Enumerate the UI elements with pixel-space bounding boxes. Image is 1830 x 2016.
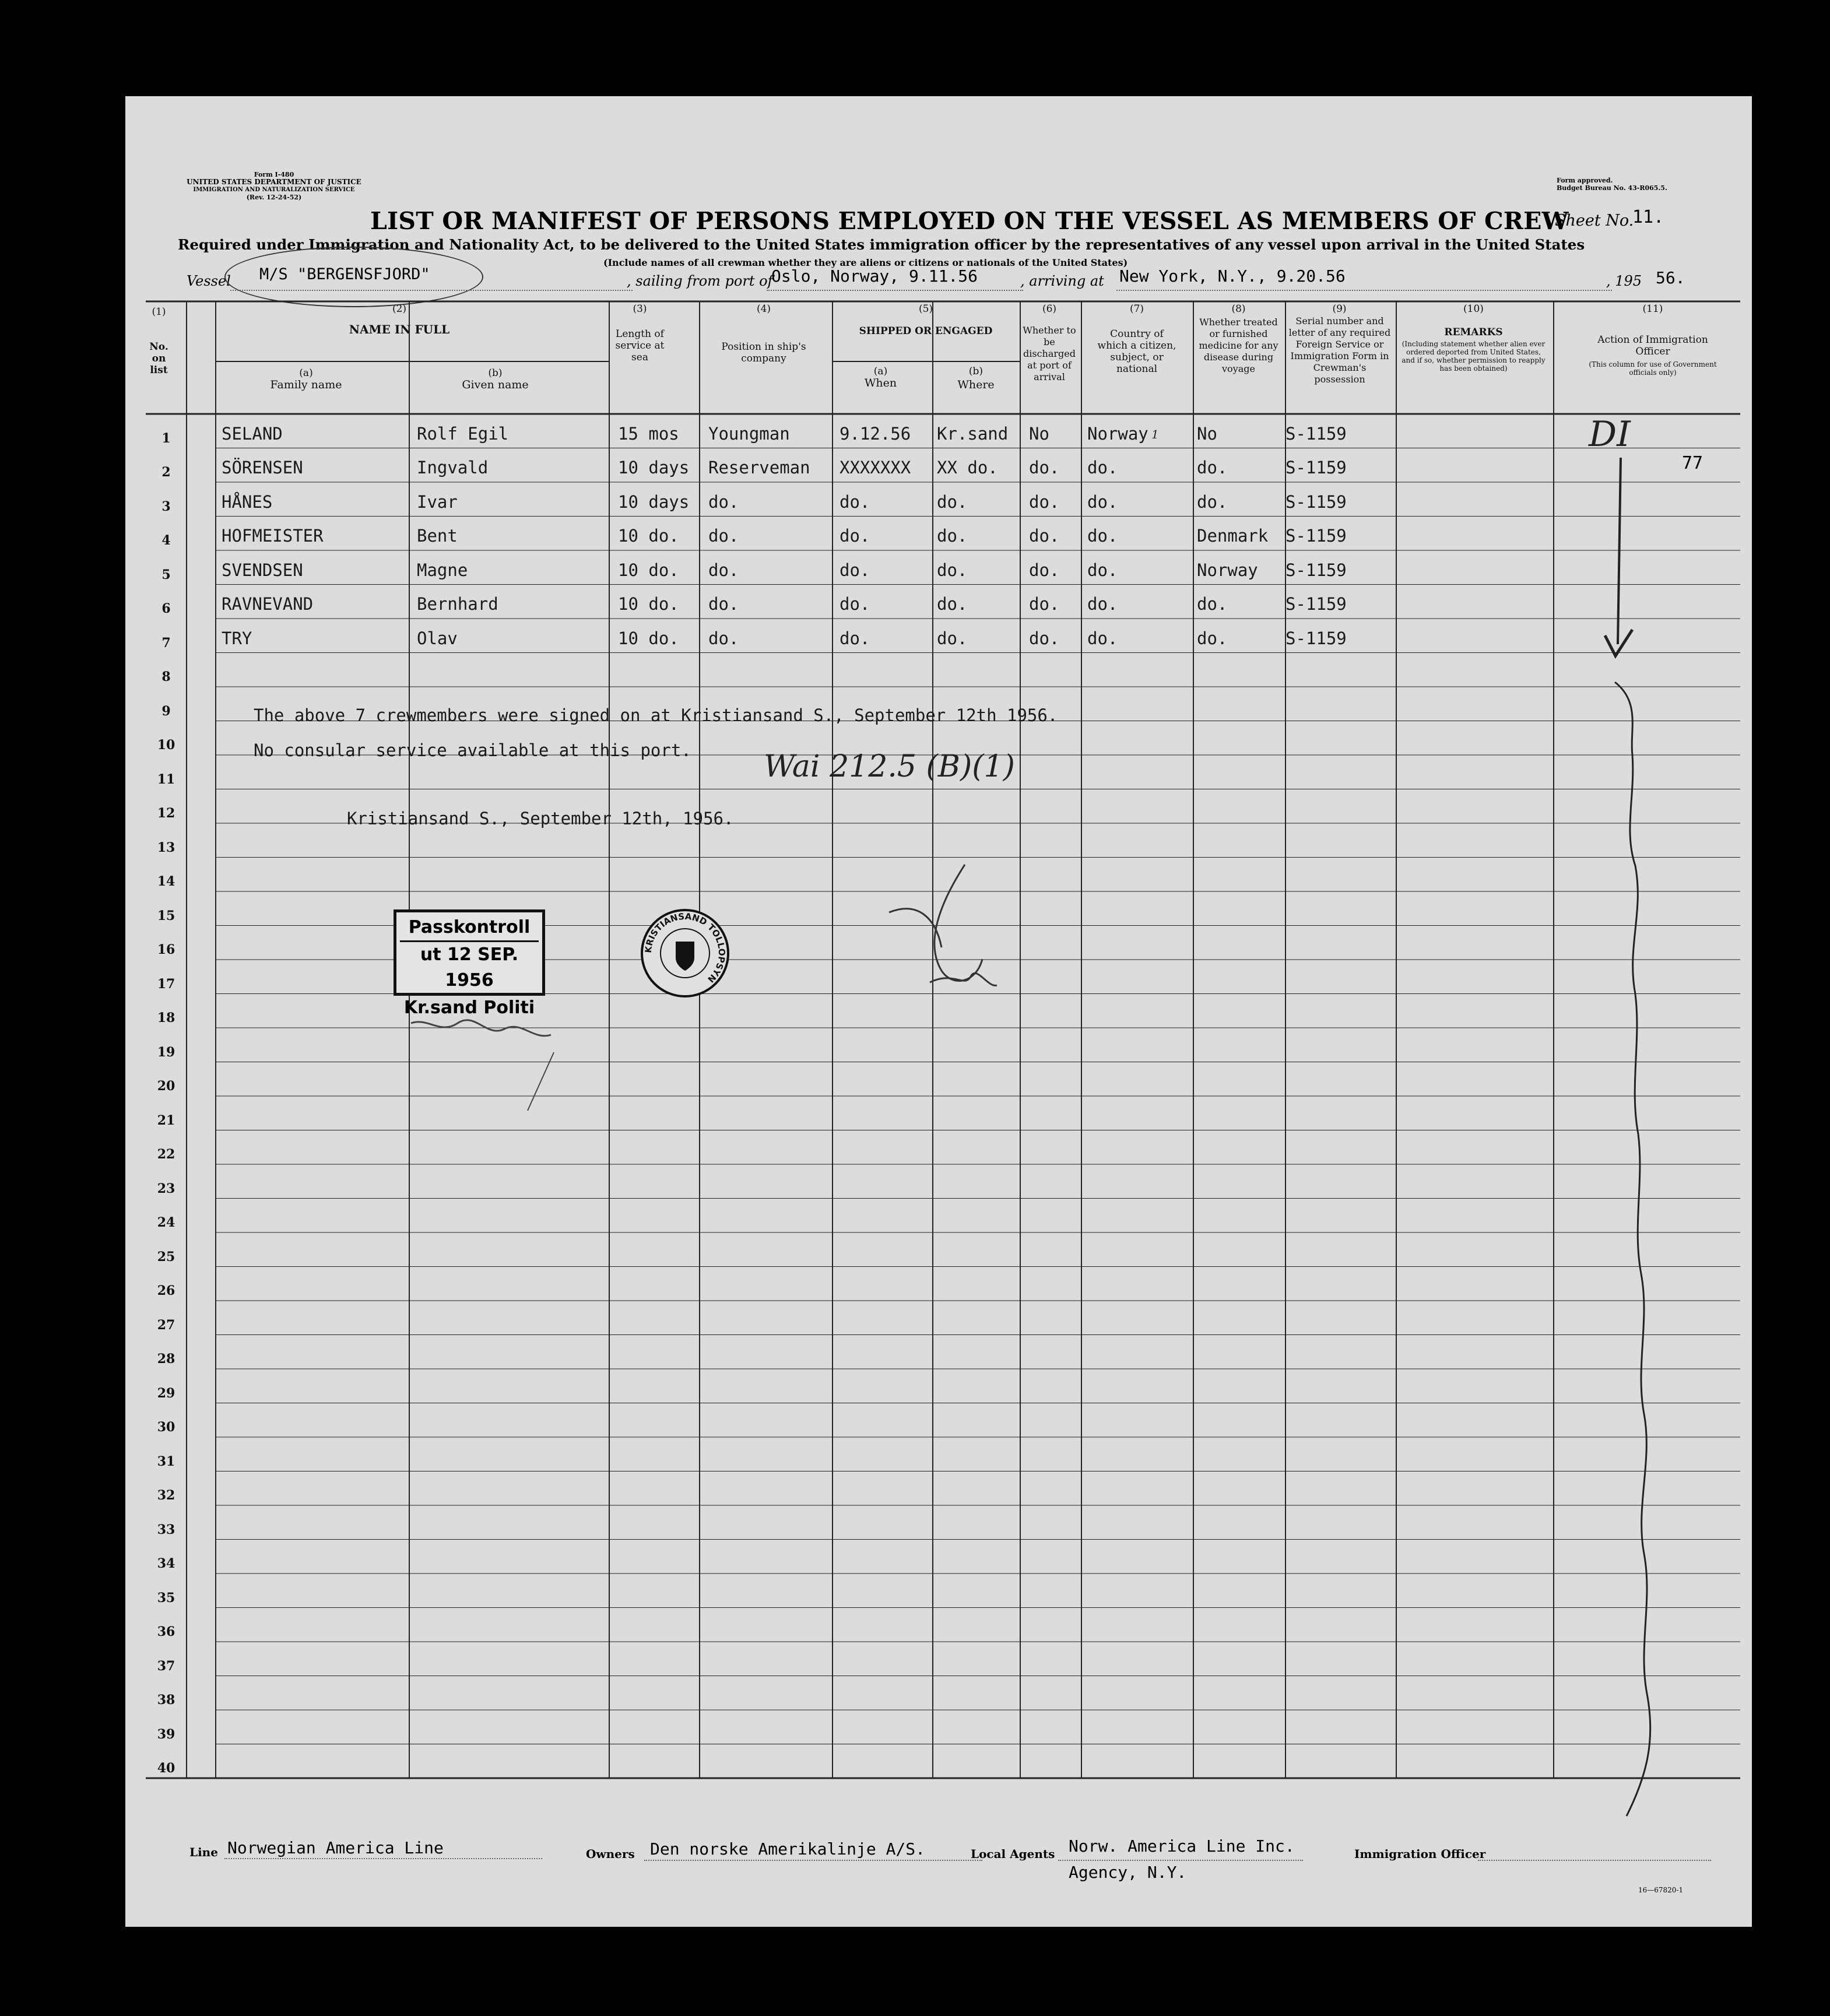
- row-number: 6: [161, 601, 171, 616]
- crew-cell-when: do.: [840, 526, 870, 546]
- row-number: 1: [161, 430, 171, 446]
- seal-graphic: [638, 907, 732, 1000]
- di-annotation: DI: [1589, 414, 1631, 455]
- arriving-underline: [1116, 290, 1612, 291]
- row-number: 17: [157, 976, 175, 992]
- row-number: 26: [157, 1283, 175, 1298]
- footer-officer-underline: [1478, 1860, 1711, 1861]
- form-id-line: IMMIGRATION AND NATURALIZATION SERVICE: [193, 187, 355, 193]
- row-number: 18: [157, 1010, 175, 1025]
- crew-cell-family: SÖRENSEN: [222, 458, 303, 477]
- crew-cell-medicine: Norway: [1197, 560, 1258, 580]
- col4-number: (4): [756, 303, 771, 315]
- col10-sub: (Including statement whether alien ever ordered deported from United States, and if so, whether permission to reapply has been obtained): [1402, 340, 1546, 373]
- form-id-line: UNITED STATES DEPARTMENT OF JUSTICE: [187, 178, 361, 186]
- crew-cell-position: Reserveman: [708, 458, 810, 477]
- form-id-line: (Rev. 12-24-52): [246, 194, 302, 201]
- row-number: 29: [157, 1385, 175, 1401]
- row-number: 24: [157, 1215, 175, 1230]
- crew-cell-serial: S-1159: [1285, 526, 1347, 546]
- crew-cell-serial: S-1159: [1285, 628, 1347, 648]
- stamp-line: Kr.sand Politi: [403, 998, 535, 1018]
- col2-label: NAME IN FULL: [349, 322, 450, 336]
- vessel-underline: [230, 290, 633, 291]
- arriving-at: New York, N.Y., 9.20.56: [1119, 266, 1346, 286]
- crew-cell-position: do.: [708, 594, 739, 614]
- crew-cell-family: SVENDSEN: [222, 560, 303, 580]
- row-number: 31: [157, 1453, 175, 1469]
- crew-cell-discharge: do.: [1029, 594, 1060, 614]
- stamp-line: ut 12 SEP. 1956: [400, 942, 539, 995]
- crew-cell-given: Bernhard: [417, 594, 498, 614]
- crew-cell-where: do.: [937, 594, 968, 614]
- page-title: LIST OR MANIFEST OF PERSONS EMPLOYED ON THE VESSEL AS MEMBERS OF CREW: [370, 207, 1569, 235]
- waiver-annotation: Wai 212.5 (B)(1): [764, 749, 1015, 784]
- footer-line-label: Line: [189, 1845, 218, 1859]
- crew-cell-serial: S-1159: [1285, 491, 1347, 512]
- crew-cell-country: Norway: [1087, 423, 1148, 444]
- footer-line-value: Norwegian America Line: [227, 1838, 444, 1857]
- sailing-from: Oslo, Norway, 9.11.56: [771, 266, 978, 286]
- row-number: 37: [157, 1658, 175, 1674]
- row-number: 32: [157, 1488, 175, 1503]
- row-number: 19: [157, 1044, 175, 1060]
- crew-cell-country: do.: [1087, 628, 1118, 648]
- crew-cell-medicine: do.: [1197, 628, 1228, 648]
- footer-owners-underline: [644, 1860, 982, 1861]
- row-number: 3: [161, 498, 171, 514]
- row-number: 10: [157, 737, 175, 753]
- col9-number: (9): [1332, 303, 1347, 315]
- crew-cell-medicine: Denmark: [1197, 526, 1269, 546]
- row-number: 14: [157, 874, 175, 889]
- row-number: 2: [161, 465, 171, 480]
- col11-label: Action of Immigration Officer: [1597, 334, 1708, 357]
- crew-cell-position: do.: [708, 526, 739, 546]
- sheet-label: Sheet No.: [1555, 212, 1634, 230]
- crew-cell-when: 9.12.56: [840, 423, 911, 444]
- form-approved-line: Budget Bureau No. 43-R065.5.: [1557, 184, 1667, 192]
- col11-sub: (This column for use of Government officials only): [1589, 360, 1717, 377]
- crew-cell-when: do.: [840, 491, 870, 512]
- col2a-label: Family name: [270, 378, 342, 391]
- crew-cell-family: RAVNEVAND: [222, 594, 314, 614]
- manifest-page: [125, 96, 1752, 1927]
- footer-agents-label: Local Agents: [971, 1847, 1055, 1861]
- superscript-annotation: 1: [1151, 427, 1159, 441]
- crew-cell-given: Ivar: [417, 491, 458, 512]
- seal-text: KRISTIANSAND TOLLOPSYN: [642, 911, 728, 985]
- crew-cell-service: 10 do.: [618, 628, 679, 648]
- row-number: 30: [157, 1420, 175, 1435]
- crew-cell-position: do.: [708, 628, 739, 648]
- footer-line-underline: [224, 1858, 542, 1859]
- row-number: 13: [157, 840, 175, 855]
- crew-cell-country: do.: [1087, 560, 1118, 580]
- crew-cell-service: 10 do.: [618, 594, 679, 614]
- arriving-label: , arriving at: [1020, 273, 1104, 289]
- crew-cell-country: do.: [1087, 458, 1118, 477]
- note-line-12: Kristiansand S., September 12th, 1956.: [347, 809, 734, 828]
- footer-agents-underline: [1058, 1860, 1303, 1861]
- row-number: 11: [157, 771, 175, 787]
- row-number: 23: [157, 1181, 175, 1196]
- num-77-annotation: 77: [1682, 453, 1703, 473]
- form-id-block: [181, 171, 367, 201]
- col1-number: (1): [152, 306, 166, 318]
- crew-cell-given: Rolf Egil: [417, 423, 509, 444]
- crew-cell-where: do.: [937, 560, 968, 580]
- row-number: 25: [157, 1249, 175, 1265]
- footer-owners-label: Owners: [586, 1847, 635, 1861]
- crew-cell-given: Olav: [417, 628, 458, 648]
- row-number: 28: [157, 1351, 175, 1367]
- crew-cell-discharge: do.: [1029, 526, 1060, 546]
- footer-agents-value: Norw. America Line Inc.: [1069, 1836, 1295, 1856]
- tollopsyn-seal: [638, 907, 732, 1000]
- crew-cell-where: do.: [937, 526, 968, 546]
- row-number: 20: [157, 1079, 175, 1094]
- row-number: 39: [157, 1726, 175, 1742]
- row-number: 27: [157, 1317, 175, 1333]
- vessel-label: Vessel: [187, 273, 231, 289]
- form-approved-block: [1557, 177, 1667, 192]
- note-line-9: The above 7 crewmembers were signed on at Kristiansand S., September 12th 1956.: [254, 705, 1058, 725]
- row-number: 38: [157, 1692, 175, 1708]
- col2-number: (2): [392, 303, 407, 315]
- crew-cell-medicine: No: [1197, 423, 1217, 444]
- crew-cell-discharge: No: [1029, 423, 1049, 444]
- page-subtitle: Required under Immigration and Nationality Act, to be delivered to the United States immigration officer by the representatives of any vessel upon arrival in the United States: [178, 236, 1585, 253]
- row-number: 8: [161, 669, 171, 684]
- col6-number: (6): [1042, 303, 1057, 315]
- col2b-number: (b): [488, 367, 503, 379]
- crew-cell-service: 10 do.: [618, 526, 679, 546]
- crew-cell-country: do.: [1087, 526, 1118, 546]
- crew-cell-medicine: do.: [1197, 458, 1228, 477]
- col10-label: REMARKS: [1444, 326, 1503, 338]
- crew-cell-family: HOFMEISTER: [222, 526, 324, 546]
- col9-label: Serial number and letter of any required Foreign Service or Immigration Form in Crewman's possession: [1288, 315, 1391, 385]
- crew-cell-discharge: do.: [1029, 458, 1060, 477]
- crew-cell-serial: S-1159: [1285, 458, 1347, 477]
- col5b-label: Where: [957, 378, 995, 391]
- col11-number: (11): [1642, 303, 1663, 315]
- row-number: 36: [157, 1624, 175, 1639]
- crew-cell-when: do.: [840, 560, 870, 580]
- row-number: 5: [161, 567, 171, 582]
- crew-cell-where: do.: [937, 491, 968, 512]
- row-number: 40: [157, 1761, 175, 1776]
- stamp-line: Passkontroll: [400, 915, 539, 942]
- footer-agents-value-2: Agency, N.Y.: [1069, 1863, 1187, 1882]
- footer-owners-value: Den norske Amerikalinje A/S.: [650, 1839, 926, 1859]
- row-number: 34: [157, 1556, 175, 1571]
- crew-cell-medicine: do.: [1197, 491, 1228, 512]
- crew-cell-family: HÅNES: [222, 491, 273, 512]
- crew-cell-when: XXXXXXX: [840, 458, 911, 477]
- year-prefix: , 195: [1606, 273, 1642, 289]
- col3-number: (3): [633, 303, 647, 315]
- col3-label: Length of service at sea: [615, 328, 665, 363]
- crew-cell-where: Kr.sand: [937, 423, 1009, 444]
- col2b-label: Given name: [462, 378, 529, 391]
- crew-cell-serial: S-1159: [1285, 560, 1347, 580]
- crew-cell-where: XX do.: [937, 458, 998, 477]
- col5-number: (5): [918, 303, 933, 315]
- vessel-name: M/S "BERGENSFJORD": [259, 265, 430, 283]
- row-number: 22: [157, 1147, 175, 1162]
- crew-cell-service: 10 do.: [618, 560, 679, 580]
- col4-label: Position in ship's company: [721, 341, 806, 364]
- form-approved-line: Form approved.: [1557, 177, 1613, 184]
- crew-cell-discharge: do.: [1029, 560, 1060, 580]
- sailing-label: , sailing from port of: [627, 273, 773, 289]
- crew-cell-discharge: do.: [1029, 491, 1060, 512]
- crew-cell-service: 10 days: [618, 458, 690, 477]
- col6-label: Whether to be discharged at port of arrival: [1023, 325, 1076, 382]
- col1-label: No. on list: [149, 341, 168, 376]
- row-number: 12: [157, 806, 175, 821]
- crew-cell-when: do.: [840, 628, 870, 648]
- crew-cell-position: do.: [708, 491, 739, 512]
- crew-cell-given: Magne: [417, 560, 468, 580]
- crew-cell-serial: S-1159: [1285, 423, 1347, 444]
- crew-cell-given: Bent: [417, 526, 458, 546]
- row-number: 4: [161, 533, 171, 548]
- col8-number: (8): [1231, 303, 1246, 315]
- col8-label: Whether treated or furnished medicine for any disease during voyage: [1199, 317, 1278, 374]
- col5-label: SHIPPED OR ENGAGED: [859, 325, 993, 337]
- crew-cell-service: 10 days: [618, 491, 690, 512]
- page-note: (Include names of all crewman whether they are aliens or citizens or nationals of the United States): [603, 257, 1128, 268]
- row-number: 15: [157, 908, 175, 923]
- row-number: 35: [157, 1590, 175, 1606]
- footer-print-code: 16—67820-1: [1638, 1886, 1684, 1894]
- col7-number: (7): [1129, 303, 1144, 315]
- crew-cell-where: do.: [937, 628, 968, 648]
- row-number: 7: [161, 635, 171, 651]
- crew-cell-discharge: do.: [1029, 628, 1060, 648]
- row-number: 16: [157, 942, 175, 957]
- col7-label: Country of which a citizen, subject, or national: [1097, 328, 1176, 375]
- crew-cell-service: 15 mos: [618, 423, 679, 444]
- crew-cell-country: do.: [1087, 594, 1118, 614]
- row-number: 21: [157, 1112, 175, 1128]
- col2a-number: (a): [299, 367, 313, 379]
- col5a-label: When: [864, 377, 897, 389]
- crew-cell-serial: S-1159: [1285, 594, 1347, 614]
- sheet-number: 11.: [1632, 207, 1664, 227]
- col5b-number: (b): [968, 366, 984, 377]
- row-number: 9: [161, 703, 171, 719]
- footer-officer-label: Immigration Officer: [1354, 1847, 1486, 1861]
- passkontroll-stamp: [394, 909, 545, 1018]
- crew-cell-given: Ingvald: [417, 458, 489, 477]
- crew-cell-medicine: do.: [1197, 594, 1228, 614]
- year-suffix: 56.: [1656, 268, 1685, 287]
- note-line-10: No consular service available at this port.: [254, 740, 691, 760]
- crew-cell-position: do.: [708, 560, 739, 580]
- crew-cell-family: TRY: [222, 628, 252, 648]
- crew-cell-when: do.: [840, 594, 870, 614]
- form-id-line: Form I-480: [254, 171, 294, 178]
- crew-cell-position: Youngman: [708, 423, 790, 444]
- col5a-number: (a): [873, 366, 888, 377]
- sailing-underline: [767, 290, 1023, 291]
- crew-cell-family: SELAND: [222, 423, 283, 444]
- crew-cell-country: do.: [1087, 491, 1118, 512]
- row-number: 33: [157, 1522, 175, 1537]
- col10-number: (10): [1463, 303, 1484, 315]
